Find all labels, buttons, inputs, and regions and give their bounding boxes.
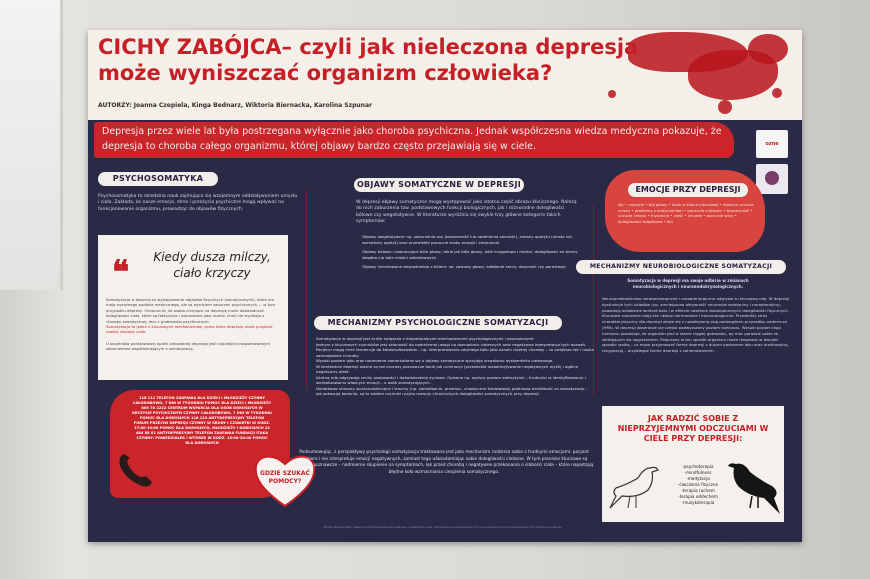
mechanizmy-psych-item: Wysoki poziom lęku oraz nadmierne zamartwianie się o objawy somatyczne sprzyjają utrwalaniu dyskomfortu cielesnego. <box>316 358 554 363</box>
quote-mark-icon: ❝ <box>112 253 130 291</box>
emotions-heading: EMOCJE PRZY DEPRESJI <box>628 183 748 197</box>
quote-line-2: ciało krzyczy <box>173 266 251 280</box>
emotions-text: lęk • napięcie • ból głowy • ścisk w klatce piersiowej • bolesne uczucie ucisku • problemy z oddychaniem • poczucie ciężkości • bezsenność • uczucie chłodu • frustracja • złość • smutek • poczucie winy • dolegliwości żołądkowe • ból <box>618 202 754 224</box>
objawy-item: Objawy wegetatywne: np. zaburzenia snu (bezsenność lub nadmierna senność), zmiany apetytu (utrata lub wzmożony apetyt) oraz przewlekłe poczucie braku energii i zmęczenie <box>362 234 572 245</box>
objawy-list <box>362 234 582 270</box>
quote-card <box>98 235 288 380</box>
blood-drop-1 <box>718 100 732 114</box>
blood-splash-3 <box>748 34 788 64</box>
poster-title: CICHY ZABÓJCA– czyli jak nieleczona depresja może wyniszczać organizm człowieka? <box>98 35 639 85</box>
mechanizmy-psych-item: Istotną rolę odgrywają cechy osobowości i doświadczenia życiowe. Opisano np. wyższy poziom aleksytymii – trudności w identyfikowaniu i werbalizowaniu własnych emocji – u osób somatyzujących. <box>316 374 586 385</box>
divider-left <box>306 190 307 390</box>
objawy-intro: W depresji objawy somatyczne mogą występować jako istotna część obrazu klinicznego. Należą do nich zaburzenia tzw. podstawowych funkcji biologicznych, jak i różnorodne dolegliwości bólowe czy wegetatywne. W literaturze wyróżnia się zwykle trzy główne kategorie takich symptomów: <box>356 200 577 224</box>
poster-authors: AUTORZY: Joanna Czepiela, Kinga Bednarz, Wiktoria Biernacka, Karolina Szpunar <box>98 102 372 109</box>
blood-drop-2 <box>772 88 782 98</box>
objawy-item: Objawy bólowe: nawracające bóle głowy, takie jak bóle głowy, bóle kręgosłupa i mięśni, dolegliwości ze strony żołądka lub bóle mięśni szkieletowych <box>362 249 578 260</box>
crow-icon <box>726 456 782 518</box>
mechanizmy-psych-item: Pacjenci mogą mieć tendencje do katastrofizowania – np. interpretowania zwykłego bólu jako oznaki ciężkiej choroby – co zwiększa lęk i nasila samoopisane choroby. <box>316 347 594 358</box>
objawy-item: Objawy niecelowane bezpośrednio z bólem: np. zawroty głowy, kołatanie serca, duszność czy parestezje <box>362 264 566 270</box>
logo-bottom <box>756 164 788 194</box>
mechanizmy-neuro-heading: MECHANIZMY NEUROBIOLOGICZNE SOMATYZACJI <box>576 260 786 274</box>
mechanizmy-psych-heading: MECHANIZMY PSYCHOLOGICZNE SOMATYZACJI <box>314 316 562 330</box>
helpline-text: 116 111 TELEFON ZAUFANIA DLA DZIECI I MŁODZIEŻY CZYNNY CAŁODOBOWO, 7 DNI W TYGODNIU POMOC DLA DZIECI I MŁODZIEŻY 800 70 2222 CENTRUM WSPARCIA DLA OSÓB DOROSŁYCH W KRYZYSIE PSYCHICZNYM CZYNNY CAŁODOBOWO, 7 DNI W TYGODNIU POMOC DLA DOROSŁYCH 116 123 ANTYDEPRESYJNY TELEFON FORUM PRZECIW DEPRESJI CZYNNY W ŚRODY I CZWARTKI W GODZ. 17:00-19:00 POMOC DLA DOROSŁYCH, MŁODZIEŻY I DOROSŁYCH 22 484 88 01 ANTYDEPRESYJNY TELEFON ZAUFANIA FUNDACJI ITAKA CZYNNY: PONIEDZIAŁEK I WTOREK W GODZ. 15:00-20:00 POMOC DLA DOROSŁYCH <box>132 396 272 445</box>
logo-top: ozne <box>756 130 788 158</box>
coping-item: -medytacja <box>686 476 710 481</box>
quote-line-1: Kiedy dusza milczy, <box>153 250 271 264</box>
coping-heading: JAK RADZIĆ SOBIE Z NIEPRZYJEMNYMI ODCZUCIAMI W CIELE PRZY DEPRESJI: <box>617 414 769 443</box>
coping-list <box>668 464 728 506</box>
coping-card <box>602 406 784 522</box>
window <box>0 0 63 290</box>
mechanizmy-psych-summary: Podsumowując, z perspektywy psychologii somatyzacja traktowana jest jako mechanizm radzenia sobie z trudnymi emocjami: pacjent wypiera i nie interpretuje emocji negatywnych, zamiast tego uświadamiając sobie dolegliwości cielesne. W tym procesie kluczowe są czynniki poznawcze – nadmierne skupienie na symptomach, lęk przed chorobą i negatywne przekonania o słabości ciała – które napędzają błędne koło wzmacniania cierpienia somatycznego. <box>294 450 594 475</box>
logo-emblem <box>765 171 779 185</box>
psychosomatyka-text: Psychosomatyka to dziedzina nauk zajmująca się wzajemnym oddziaływaniem umysłu i ciała. Zakłada, że nasze emocje, stres i przeżycia psychiczne mogą wpływać na funkcjonowanie organizmu, prowadząc do objawów fizycznych. <box>98 194 298 212</box>
bird-outline-icon <box>608 458 662 514</box>
psychosomatyka-heading: PSYCHOSOMATYKA <box>98 172 218 186</box>
coping-item: -psychoterapia <box>682 464 714 469</box>
mechanizmy-neuro-subheading: Somatyzacja w depresji ma swoje odbicie w zmianach neurobiologicznych i neuroendokrynologicznych. <box>627 278 749 289</box>
poster-footer: Źródła: Bibliografia i materiały źródłowe dotyczące depresji, somatyzacji oraz mechanizmów psychologicznych i neurobiologicznych wykorzystane przy tworzeniu plakatu. <box>323 525 563 529</box>
coping-item: -ćwiczenia fizyczne <box>677 482 719 487</box>
coping-item: -mindfulness <box>684 470 712 475</box>
mechanizmy-psych-item: Dodatkowo stresory wczesnodziecięce i traumy (np. zaniedbanie, przemoc, chaotyczne środowisko) podnoszą wrażliwość na somatyzację – jak pokazują badania, są to istotne czynniki ryzyka rozwoju chronicznych dolegliwości somatycznych przy depresji. <box>316 385 588 396</box>
somatization-highlight: Somatyzacja to jeden z kluczowych mechanizmów, przez które depresja może przybrać maskę choroby ciała. <box>106 324 273 335</box>
mechanizmy-psych-item: Jednym z kluczowych czynników jest skłonność do nadmiernej uwagi na doznaniach cielesnych oraz negatywna interpretacja tych doznań. <box>316 341 587 347</box>
poster <box>88 30 802 542</box>
quote-card-body <box>106 297 278 352</box>
coping-item: -terapia ruchem <box>681 488 715 493</box>
where-help-label: GDZIE SZUKAĆ POMOCY? <box>260 470 310 485</box>
somatization-definition: Somatyzacja w depresji to występowanie objawów fizycznych (somatycznych), które nie mają wyraźnego podłoża medycznego, ale są wynikiem zaburzeń psychicznych — w tym przypadku depresji. Oznacza to, że osoba cierpiąca na depresję może doświadczać dolegliwości ciała, które są faktycznie i odczuwane jako realne, choć nie wynikają z choroby somatycznej, lecz z problemów psychicznych. <box>106 297 276 324</box>
quote-text <box>152 249 272 281</box>
mechanizmy-neuro-text: Neuroprzekaźnictwo serotoninergiczne i noradrenergiczne odgrywa tu kluczową rolę. W depresji dysfunkcje tych układów (np. zmniejszona aktywność neuronów serotoniny i noradrenaliny) powodują osłabienie kontroli bólu i w efekcie nasilenie doświadczanych dolegliwości fizycznych. Kluczowe znaczenie mają też układy hormonalne i immunologiczne. Przewlekły stres charakterystyczny dla depresji wiąże się z nadaktywną osią podwzgórze–przysadka–nadnercza (HPA). W depresji obserwuje się często podwyższony poziom kortyzolu. Wysoki poziom tego hormonu powoduje, że organizm jest w stanie ciągłej gotowości, by móc poradzić sobie ze zbliżającym się zagrożeniem. Połączony w ten sposób organizm może reagować w dwojaki sposób: walką – co może przyjmować formę depresji z dużym poziomem lęku oraz drażliwością, rezygnacją – przybiegać formę depresji z zahamowaniem. <box>602 296 790 354</box>
coping-item: -terapia oddechem <box>678 494 718 499</box>
mechanizmy-psych-intro: Somatyzacja w depresji jest ściśle związana z indywidualnymi mechanizmami psychologicznymi i poznawczymi: <box>316 336 535 341</box>
coping-item: -muzykoterapia <box>681 500 715 505</box>
somatization-footer: U pacjentów podstawowej opieki zdrowotnej depresja jest najczęściej rozpoznawanym zaburzeniem współistniejącym z somatyzacją. <box>106 340 271 352</box>
mechanizmy-psych-item: W kontekście depresji ważne są też procesy poznawcze takie jak ruminacje (przewlekłe rozpamiętywanie negatywnych myśli) i ogólne negatywny afekt. <box>316 363 579 374</box>
objawy-heading: OBJAWY SOMATYCZNE W DEPRESJI <box>354 178 524 192</box>
phone-icon <box>116 450 156 490</box>
mechanizmy-psych-list <box>316 336 594 397</box>
intro-banner: Depresja przez wiele lat była postrzegana wyłącznie jako choroba psychiczna. Jednak współczesna wiedza medyczna pokazuje, że depresja to choroba całego organizmu, której objawy bardzo często przejawiają się w ciele. <box>94 122 734 158</box>
blood-drop-3 <box>608 90 616 98</box>
title-band <box>88 30 802 120</box>
